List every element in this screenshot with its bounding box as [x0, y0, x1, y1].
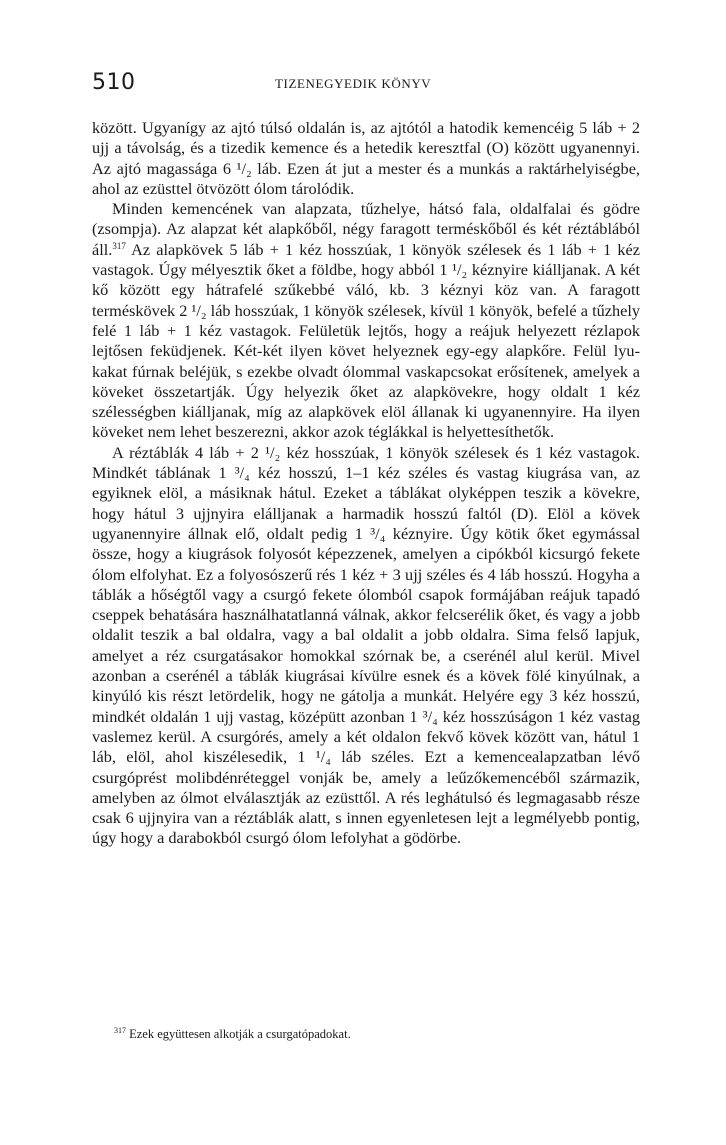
paragraph-furnace-base	[92, 199, 640, 443]
body-text	[92, 118, 640, 849]
paragraph-copper-plates: A réztáblák 4 láb + 2 ¹/₂ kéz hosszúak, 1 könyök szélesek és 1 kéz vastagok. Mindkét táblának 1 ³/₄ kéz hosszú, 1–1 kéz széles és vastag kiugrása van, az egyiknek elöl, a másiknak hátul. Ezeket a táblákat olyképpen teszik a kövekre, hogy hátul 3 ujjnyira elálljanak a harmadik hosszú faltól (D). Elöl a kövek ugyanennyire állnak elő, oldalt pedig 1 ³/₄ kéznyire. Úgy kötik őket egymással össze, hogy a kiugrások folyosót képezzenek, amelyen a cipókból kicsurgó fekete ólom elfolyhat. Ez a folyosószerű rés 1 kéz + 3 ujj széles és 4 láb hosszú. Hogyha a táblák a hőségtől vagy a csurgó fekete ólomból csapok formájában reájuk tapadó cseppek behatására használhatatlanná válnak, akkor felcserélik őket, és vagy a jobb oldalit teszik a bal oldalra, vagy a bal oldalit a jobb oldalra. Sima felső lapjuk, amelyet a réz csurgatásakor homokkal szórnak be, a cserénél alul kerül. Mivel azonban a cserénél a táblák kiugrásai kívülre esnek és a kövek fölé kinyúlnak, a kinyúló kis részt letördelik, hogy ne gátolja a munkát. Helyére egy 3 kéz hosszú, mindkét oldalán 1 ujj vastag, középütt azonban 1 ³/₄ kéz hosszúságon 1 kéz vastag vaslemez kerül. A csurgórés, amely a két oldalon fekvő kövek között van, hátul 1 láb, elöl, ahol kiszélesedik, 1 ¹/₄ láb széles. Ezt a kemencealapzatban lévő csurgóprést molibdénréteggel vonják be, amely a leűzőkemencéből származik, amelyben az ólmot elválasztják az ezüsttől. A rés leghátulsó és legmagasabb része csak 6 ujjnyira van a réztáblák alatt, s innen egyenletesen lejt a legmélyebb pontig, úgy hogy a darabokból csurgó ólom lefolyhat a gödörbe.	[92, 442, 640, 848]
footnote	[114, 1027, 644, 1042]
paragraph-continuation: között. Ugyanígy az ajtó túlsó oldalán is, az ajtótól a hatodik kemencéig 5 láb + 2 ujj a távolság, és a tizedik kemence és a hetedik keresztfal (O) között ugyanennyi. Az ajtó magassága 6 ¹/₂ láb. Ezen át jut a mester és a munkás a raktárhelyiségbe, ahol az ezüsttel ötvözött ólom tárolódik.	[92, 118, 640, 198]
paragraph-text: Minden kemencének van alapzata, tűzhelye, hátsó fala, oldalfalai és gödre (zsompja). Az alapzat két alapkőből, négy faragott terméskőből és két réztáblából áll.	[92, 199, 640, 259]
footnote-text: Ezek együttesen alkotják a csurgatópadokat.	[126, 1027, 351, 1041]
footnote-reference[interactable]: 317	[112, 240, 126, 251]
footnote-number: 317	[114, 1026, 126, 1035]
page-number: 510	[92, 70, 136, 95]
running-title: TIZENEGYEDIK KÖNYV	[275, 76, 432, 91]
paragraph-text: Az alapkövek 5 láb + 1 kéz hosszúak, 1 könyök szélesek és 1 láb + 1 kéz vastagok. Úgy mélyesztik őket a földbe, hogy abból 1 ¹/₂ kéznyire kiálljanak. A két kő között egy hátrafelé szűkebbé váló, kb. 3 kéznyi köz van. A faragott terméskövek 2 ¹/₂ láb hosszúak, 1 könyök szélesek, kívül 1 könyök, befelé a tűzhely felé 1 láb + 1 kéz vastagok. Felületük lejtős, hogy a reájuk helyezett rézlapok lejtősen feküdjenek. Két-két ilyen követ helyeznek egy-egy alapkőre. Felül lyukakat fúrnak beléjük, s ezekbe olvadt ólommal vaskapcsokat erősítenek, amelyek a köveket összetartják. Úgy helyezik őket az alapkövekre, hogy oldalt 1 kéz szélességben kiálljanak, míg az alapkövek elöl állanak ki ugyanennyire. Ha ilyen köveket nem lehet beszerezni, akkor azok téglákkal is helyettesíthetők.	[92, 239, 640, 442]
